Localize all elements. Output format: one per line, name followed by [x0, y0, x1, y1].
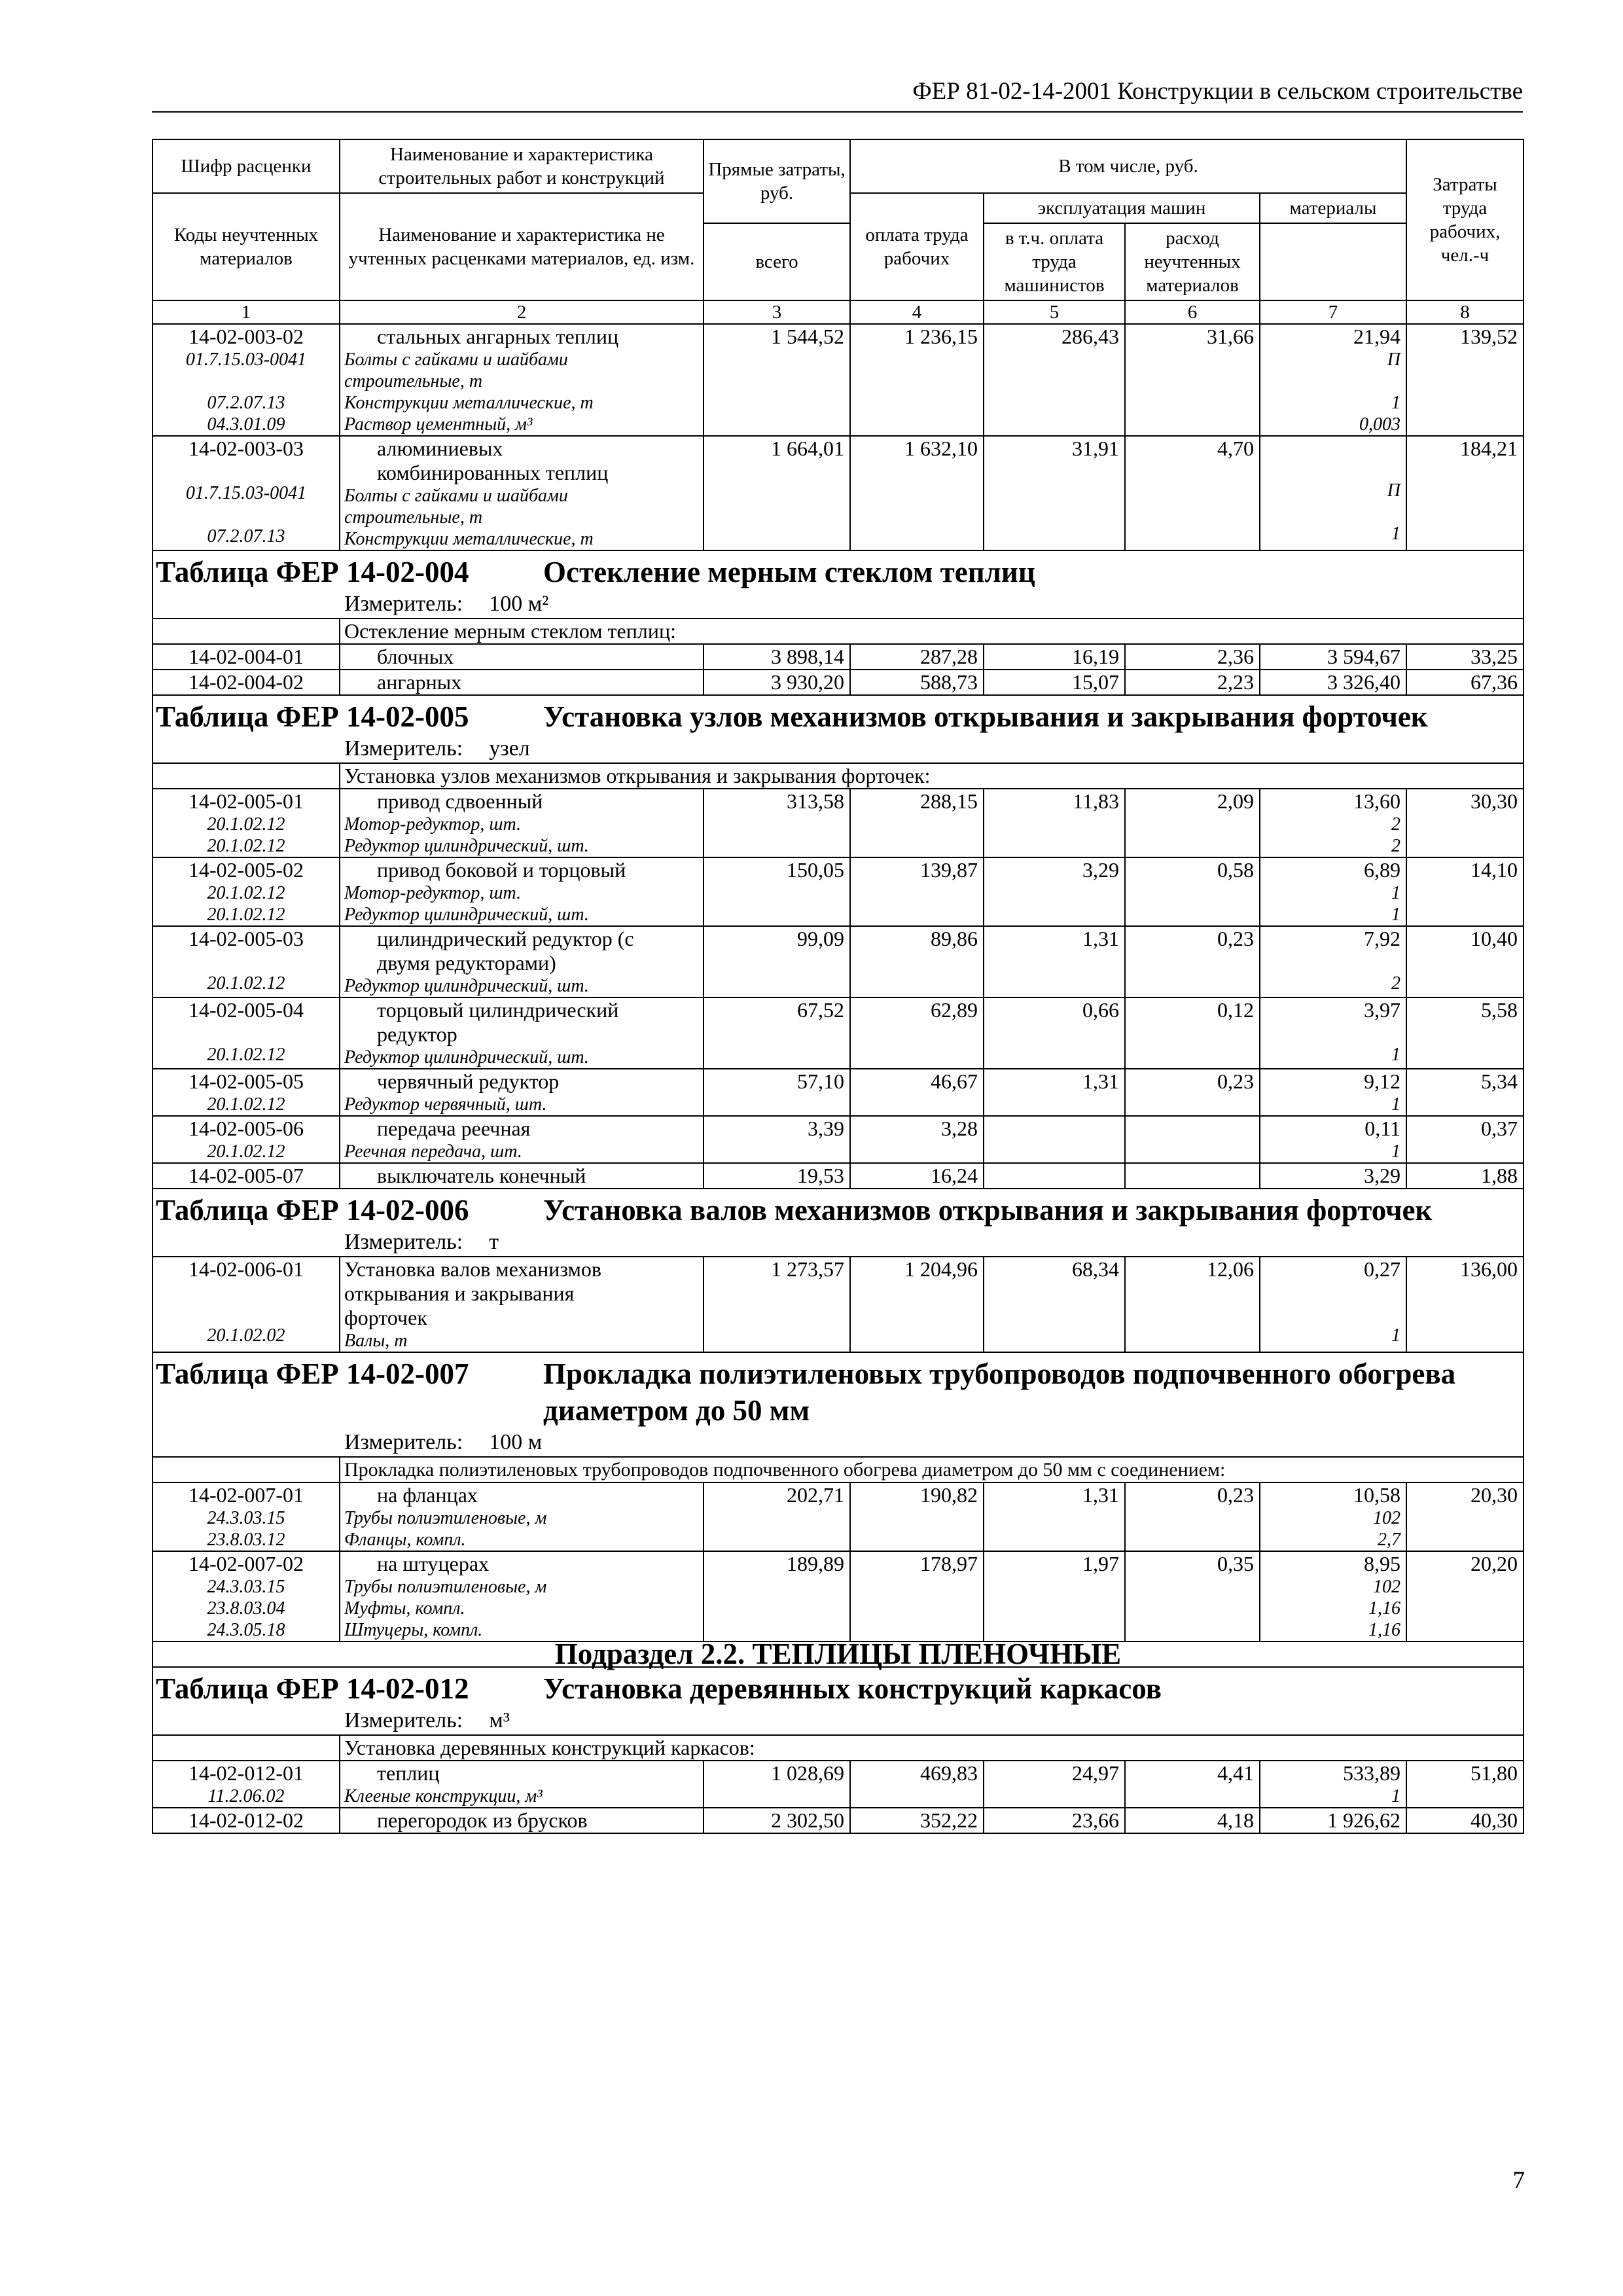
col-number: 1	[152, 300, 340, 324]
group-heading: Прокладка полиэтиленовых трубопроводов подпочвенного обогрева диаметром до 50 мм с соединением:	[340, 1457, 1524, 1482]
material-code: 20.1.02.12	[207, 1141, 285, 1162]
direct-costs: 1 028,69	[704, 1761, 850, 1808]
machines-total: 1,97	[984, 1551, 1125, 1641]
rate-code: 14-02-006-01	[188, 1257, 304, 1281]
table-row	[152, 1808, 1524, 1833]
machines-total: 1,31	[984, 1482, 1125, 1551]
wages: 62,89	[850, 997, 984, 1069]
work-name: на фланцах	[377, 1483, 478, 1507]
direct-costs: 3 898,14	[704, 644, 850, 670]
table-row	[152, 1482, 1524, 1551]
table-row	[152, 1069, 1524, 1116]
measure-label: Измеритель:	[344, 1230, 463, 1254]
material-qty: 1	[1391, 905, 1400, 925]
table-row	[152, 857, 1524, 926]
materials-cost: 21,94	[1353, 325, 1400, 348]
rate-code: 14-02-012-02	[152, 1808, 340, 1833]
work-name: блочных	[340, 644, 704, 670]
labor-hours: 139,52	[1406, 324, 1524, 436]
col-header-wages: оплата труда рабочих	[850, 193, 984, 300]
materials-cost: 6,89	[1364, 858, 1400, 882]
direct-costs: 1 273,57	[704, 1257, 850, 1352]
work-name: привод сдвоенный	[377, 789, 543, 813]
col-header-code: Шифр расценки	[152, 139, 340, 193]
wages: 1 632,10	[850, 436, 984, 550]
direct-costs: 202,71	[704, 1482, 850, 1551]
material-code: 01.7.15.03-0041	[185, 483, 307, 503]
wages: 287,28	[850, 644, 984, 670]
work-name: передача реечная	[377, 1117, 531, 1140]
table-row	[152, 1761, 1524, 1808]
labor-hours: 14,10	[1406, 857, 1524, 926]
wages: 89,86	[850, 926, 984, 997]
material-code: 04.3.01.09	[207, 414, 285, 435]
table-name: Установка деревянных конструкций каркасов	[543, 1672, 1162, 1705]
group-heading: Установка узлов механизмов открывания и закрывания форточек:	[340, 763, 1524, 789]
wages: 469,83	[850, 1761, 984, 1808]
materials-cost: 3 594,67	[1260, 644, 1406, 670]
table-label: Таблица ФЕР 14-02-005	[156, 700, 469, 733]
machinists-wages: 0,23	[1125, 926, 1260, 997]
material-name: Мотор-редуктор, шт.	[344, 883, 522, 903]
table-title	[153, 1668, 1523, 1707]
measure	[153, 1707, 1523, 1734]
table-label: Таблица ФЕР 14-02-006	[156, 1194, 469, 1227]
material-qty: 1	[1391, 883, 1400, 903]
table-title	[153, 551, 1523, 590]
rate-code: 14-02-005-07	[152, 1163, 340, 1189]
machinists-wages: 4,18	[1125, 1808, 1260, 1833]
material-qty: 0,003	[1359, 414, 1400, 435]
machines-total: 0,66	[984, 997, 1125, 1069]
material-qty: 1	[1391, 1325, 1400, 1346]
rate-code: 14-02-005-05	[188, 1069, 304, 1093]
material-name: строительные, т	[344, 371, 483, 391]
rate-code: 14-02-003-03	[188, 437, 304, 460]
rate-code: 14-02-005-06	[188, 1117, 304, 1140]
measure	[153, 1229, 1523, 1256]
labor-hours: 5,34	[1406, 1069, 1524, 1116]
machines-total: 1,31	[984, 926, 1125, 997]
material-qty: 1	[1391, 1094, 1400, 1115]
col-number: 6	[1125, 300, 1260, 324]
table-row	[152, 789, 1524, 857]
labor-hours: 184,21	[1406, 436, 1524, 550]
material-name: Редуктор цилиндрический, шт.	[344, 1047, 589, 1067]
wages: 139,87	[850, 857, 984, 926]
material-qty: 1	[1391, 524, 1400, 544]
material-code: 11.2.06.02	[207, 1786, 285, 1806]
work-name: на штуцерах	[377, 1552, 490, 1575]
wages: 588,73	[850, 670, 984, 695]
table-name: Прокладка полиэтиленовых трубопроводов подпочвенного обогрева диаметром до 50 мм	[543, 1357, 1456, 1427]
table-label: Таблица ФЕР 14-02-007	[156, 1357, 469, 1390]
labor-hours: 40,30	[1406, 1808, 1524, 1833]
material-qty: 1	[1391, 393, 1400, 413]
material-name: Муфты, компл.	[344, 1598, 465, 1619]
material-name: Конструкции металлические, т	[344, 393, 594, 413]
materials-cost: 7,92	[1364, 927, 1400, 950]
machinists-wages: 0,58	[1125, 857, 1260, 926]
material-code: 24.3.05.18	[207, 1620, 285, 1640]
page-number: 7	[1512, 2167, 1525, 2194]
material-qty: 1,16	[1368, 1598, 1400, 1619]
material-code: 20.1.02.02	[207, 1325, 285, 1346]
material-name: Реечная передача, шт.	[344, 1141, 522, 1162]
material-code: 01.7.15.03-0041	[185, 350, 307, 370]
labor-hours: 10,40	[1406, 926, 1524, 997]
col-header-materials: материалы	[1260, 193, 1406, 223]
rate-code: 14-02-005-03	[188, 927, 304, 950]
col-header-including: В том числе, руб.	[850, 139, 1406, 193]
material-name: Валы, т	[344, 1331, 408, 1351]
machines-total: 16,19	[984, 644, 1125, 670]
direct-costs: 189,89	[704, 1551, 850, 1641]
section-heading: Подраздел 2.2. ТЕПЛИЦЫ ПЛЕНОЧНЫЕ	[152, 1641, 1524, 1667]
material-code: 24.3.03.15	[207, 1577, 285, 1597]
material-qty: 102	[1373, 1577, 1400, 1597]
material-qty: 2	[1391, 814, 1400, 834]
machines-total: 1,31	[984, 1069, 1125, 1116]
work-name: форточек	[344, 1306, 427, 1329]
rate-code: 14-02-007-02	[188, 1552, 304, 1575]
col-header-material-codes: Коды неучтенных материалов	[152, 193, 340, 300]
measure-value: м³	[489, 1708, 510, 1732]
material-code: 20.1.02.12	[207, 1045, 285, 1065]
col-number: 3	[704, 300, 850, 324]
table-name: Установка узлов механизмов открывания и закрывания форточек	[543, 700, 1428, 733]
material-name: Фланцы, компл.	[344, 1530, 466, 1550]
machines-total: 68,34	[984, 1257, 1125, 1352]
work-name: цилиндрический редуктор (с	[377, 927, 634, 950]
wages: 352,22	[850, 1808, 984, 1833]
work-name: алюминиевых	[377, 437, 503, 460]
labor-hours: 20,20	[1406, 1551, 1524, 1641]
material-name: Редуктор цилиндрический, шт.	[344, 836, 589, 856]
material-qty: 1,16	[1368, 1620, 1400, 1640]
material-qty: 1	[1391, 1045, 1400, 1065]
work-name: червячный редуктор	[377, 1069, 560, 1093]
materials-cost: 1 926,62	[1260, 1808, 1406, 1833]
machinists-wages: 12,06	[1125, 1257, 1260, 1352]
work-name: ангарных	[340, 670, 704, 695]
materials-cost: 9,12	[1364, 1069, 1400, 1093]
material-code: 20.1.02.12	[207, 973, 285, 994]
work-name: теплиц	[377, 1761, 440, 1785]
col-header-labor: Затраты труда рабочих, чел.-ч	[1406, 139, 1524, 300]
table-label: Таблица ФЕР 14-02-012	[156, 1672, 469, 1705]
wages: 288,15	[850, 789, 984, 857]
work-name: Установка валов механизмов	[344, 1257, 601, 1281]
material-qty: 2,7	[1378, 1530, 1400, 1550]
machinists-wages: 2,23	[1125, 670, 1260, 695]
material-name: Клееные конструкции, м³	[344, 1786, 543, 1806]
rate-code: 14-02-004-01	[152, 644, 340, 670]
machinists-wages: 2,09	[1125, 789, 1260, 857]
rate-code: 14-02-012-01	[188, 1761, 304, 1785]
direct-costs: 19,53	[704, 1163, 850, 1189]
materials-cost: 0,27	[1364, 1257, 1400, 1281]
table-row	[152, 1551, 1524, 1641]
work-name: стальных ангарных теплиц	[377, 325, 619, 348]
wages: 3,28	[850, 1116, 984, 1163]
machinists-wages: 4,41	[1125, 1761, 1260, 1808]
col-number: 5	[984, 300, 1125, 324]
machinists-wages: 0,23	[1125, 1482, 1260, 1551]
col-number: 8	[1406, 300, 1524, 324]
direct-costs: 1 544,52	[704, 324, 850, 436]
material-name: Конструкции металлические, т	[344, 529, 594, 549]
material-name: Раствор цементный, м³	[344, 414, 533, 435]
material-code: 20.1.02.12	[207, 883, 285, 903]
table-row	[152, 997, 1524, 1069]
material-name: Редуктор цилиндрический, шт.	[344, 905, 589, 925]
material-qty: П	[1387, 350, 1400, 370]
machinists-wages: 0,12	[1125, 997, 1260, 1069]
table-row	[152, 926, 1524, 997]
measure-label: Измеритель:	[344, 1708, 463, 1732]
machinists-wages: 0,23	[1125, 1069, 1260, 1116]
materials-cost: 3,29	[1260, 1163, 1406, 1189]
materials-cost: 3,97	[1364, 998, 1400, 1022]
measure-label: Измеритель:	[344, 736, 463, 761]
work-name: торцовый цилиндрический	[377, 998, 619, 1022]
wages: 178,97	[850, 1551, 984, 1641]
col-header-machines-total: всего	[704, 223, 850, 300]
material-qty: 1	[1391, 1141, 1400, 1162]
table-row	[152, 436, 1524, 550]
direct-costs: 1 664,01	[704, 436, 850, 550]
measure-value: 100 м	[489, 1430, 543, 1454]
machines-total: 31,91	[984, 436, 1125, 550]
table-title	[153, 1353, 1523, 1429]
machinists-wages: 4,70	[1125, 436, 1260, 550]
machines-total	[984, 1163, 1125, 1189]
material-code: 24.3.03.15	[207, 1508, 285, 1528]
table-row	[152, 670, 1524, 695]
wages: 46,67	[850, 1069, 984, 1116]
table-row	[152, 1116, 1524, 1163]
material-name: Трубы полиэтиленовые, м	[344, 1577, 547, 1597]
labor-hours: 30,30	[1406, 789, 1524, 857]
col-header-name: Наименование и характеристика строительных работ и конструкций	[340, 139, 704, 193]
machines-total: 15,07	[984, 670, 1125, 695]
rate-code: 14-02-005-04	[188, 998, 304, 1022]
measure	[153, 735, 1523, 762]
machines-total: 3,29	[984, 857, 1125, 926]
material-code: 20.1.02.12	[207, 1094, 285, 1115]
table-name: Установка валов механизмов открывания и закрывания форточек	[543, 1194, 1433, 1227]
direct-costs: 67,52	[704, 997, 850, 1069]
work-name: открывания и закрывания	[344, 1282, 575, 1305]
rate-code: 14-02-007-01	[188, 1483, 304, 1507]
material-name: Штуцеры, компл.	[344, 1620, 483, 1640]
material-code: 07.2.07.13	[207, 393, 285, 413]
material-code: 07.2.07.13	[207, 526, 285, 547]
material-qty: 2	[1391, 973, 1400, 994]
labor-hours: 0,37	[1406, 1116, 1524, 1163]
direct-costs: 57,10	[704, 1069, 850, 1116]
rate-code: 14-02-004-02	[152, 670, 340, 695]
labor-hours: 33,25	[1406, 644, 1524, 670]
machines-total: 11,83	[984, 789, 1125, 857]
col-number: 2	[340, 300, 704, 324]
work-name: двумя редукторами)	[377, 951, 556, 975]
rate-code: 14-02-005-02	[188, 858, 304, 882]
col-number: 7	[1260, 300, 1406, 324]
direct-costs: 150,05	[704, 857, 850, 926]
material-name: Болты с гайками и шайбами	[344, 486, 568, 506]
rate-code: 14-02-005-01	[188, 789, 304, 813]
wages: 1 236,15	[850, 324, 984, 436]
table-row	[152, 1257, 1524, 1352]
wages: 16,24	[850, 1163, 984, 1189]
labor-hours: 51,80	[1406, 1761, 1524, 1808]
measure-label: Измеритель:	[344, 592, 463, 616]
material-code: 23.8.03.04	[207, 1598, 285, 1619]
direct-costs: 3,39	[704, 1116, 850, 1163]
machines-total	[984, 1116, 1125, 1163]
group-heading: Установка деревянных конструкций каркасов:	[340, 1735, 1524, 1761]
labor-hours: 20,30	[1406, 1482, 1524, 1551]
labor-hours: 67,36	[1406, 670, 1524, 695]
materials-cost: 0,11	[1364, 1117, 1400, 1140]
material-code: 23.8.03.12	[207, 1530, 285, 1550]
work-name: редуктор	[377, 1022, 457, 1046]
table-row	[152, 324, 1524, 436]
material-qty: 2	[1391, 836, 1400, 856]
wages: 1 204,96	[850, 1257, 984, 1352]
material-name: Болты с гайками и шайбами	[344, 350, 568, 370]
material-name: строительные, т	[344, 507, 483, 528]
material-code: 20.1.02.12	[207, 905, 285, 925]
measure-value: 100 м²	[489, 592, 549, 616]
col-header-material-names: Наименование и характеристика не учтенных расценками материалов, ед. изм.	[340, 193, 704, 300]
measure-label: Измеритель:	[344, 1430, 463, 1454]
machinists-wages	[1125, 1163, 1260, 1189]
machinists-wages: 2,36	[1125, 644, 1260, 670]
material-code: 20.1.02.12	[207, 836, 285, 856]
wages: 190,82	[850, 1482, 984, 1551]
col-header-unaccounted-materials: расход неучтенных материалов	[1125, 223, 1260, 300]
material-qty: П	[1387, 480, 1400, 501]
material-qty: 1	[1391, 1786, 1400, 1806]
table-label: Таблица ФЕР 14-02-004	[156, 556, 469, 588]
work-name: привод боковой и торцовый	[377, 858, 626, 882]
work-name: выключатель конечный	[340, 1163, 704, 1189]
table-title	[153, 696, 1523, 735]
direct-costs: 313,58	[704, 789, 850, 857]
machinists-wages	[1125, 1116, 1260, 1163]
col-number: 4	[850, 300, 984, 324]
material-name: Трубы полиэтиленовые, м	[344, 1508, 547, 1528]
machines-total: 286,43	[984, 324, 1125, 436]
material-qty: 102	[1373, 1508, 1400, 1528]
labor-hours: 136,00	[1406, 1257, 1524, 1352]
col-header-machinists-wages: в т.ч. оплата труда машинистов	[984, 223, 1125, 300]
machines-total: 24,97	[984, 1761, 1125, 1808]
labor-hours: 1,88	[1406, 1163, 1524, 1189]
col-header-machines: эксплуатация машин	[984, 193, 1260, 223]
table-row	[152, 644, 1524, 670]
rates-table	[152, 139, 1524, 1834]
col-header-direct-costs: Прямые затраты, руб.	[704, 139, 850, 223]
work-name: перегородок из брусков	[340, 1808, 704, 1833]
table-name: Остекление мерным стеклом теплиц	[543, 556, 1035, 588]
page-header: ФЕР 81-02-14-2001 Конструкции в сельском строительстве	[152, 77, 1523, 113]
measure-value: узел	[489, 736, 530, 761]
measure	[153, 1429, 1523, 1456]
table-row	[152, 1163, 1524, 1189]
group-heading: Остекление мерным стеклом теплиц:	[340, 619, 1524, 644]
materials-cost: 8,95	[1364, 1552, 1400, 1575]
direct-costs: 3 930,20	[704, 670, 850, 695]
machinists-wages: 31,66	[1125, 324, 1260, 436]
materials-cost: 13,60	[1353, 789, 1400, 813]
materials-cost: 3 326,40	[1260, 670, 1406, 695]
labor-hours: 5,58	[1406, 997, 1524, 1069]
machines-total: 23,66	[984, 1808, 1125, 1833]
material-name: Редуктор червячный, шт.	[344, 1094, 547, 1115]
measure	[153, 590, 1523, 618]
material-name: Мотор-редуктор, шт.	[344, 814, 522, 834]
direct-costs: 2 302,50	[704, 1808, 850, 1833]
materials-cost: 533,89	[1343, 1761, 1400, 1785]
machinists-wages: 0,35	[1125, 1551, 1260, 1641]
measure-value: т	[489, 1230, 499, 1254]
table-title	[153, 1189, 1523, 1229]
work-name: комбинированных теплиц	[377, 461, 609, 484]
materials-cost: 10,58	[1353, 1483, 1400, 1507]
direct-costs: 99,09	[704, 926, 850, 997]
material-name: Редуктор цилиндрический, шт.	[344, 976, 589, 996]
material-code: 20.1.02.12	[207, 814, 285, 834]
rate-code: 14-02-003-02	[188, 325, 304, 348]
